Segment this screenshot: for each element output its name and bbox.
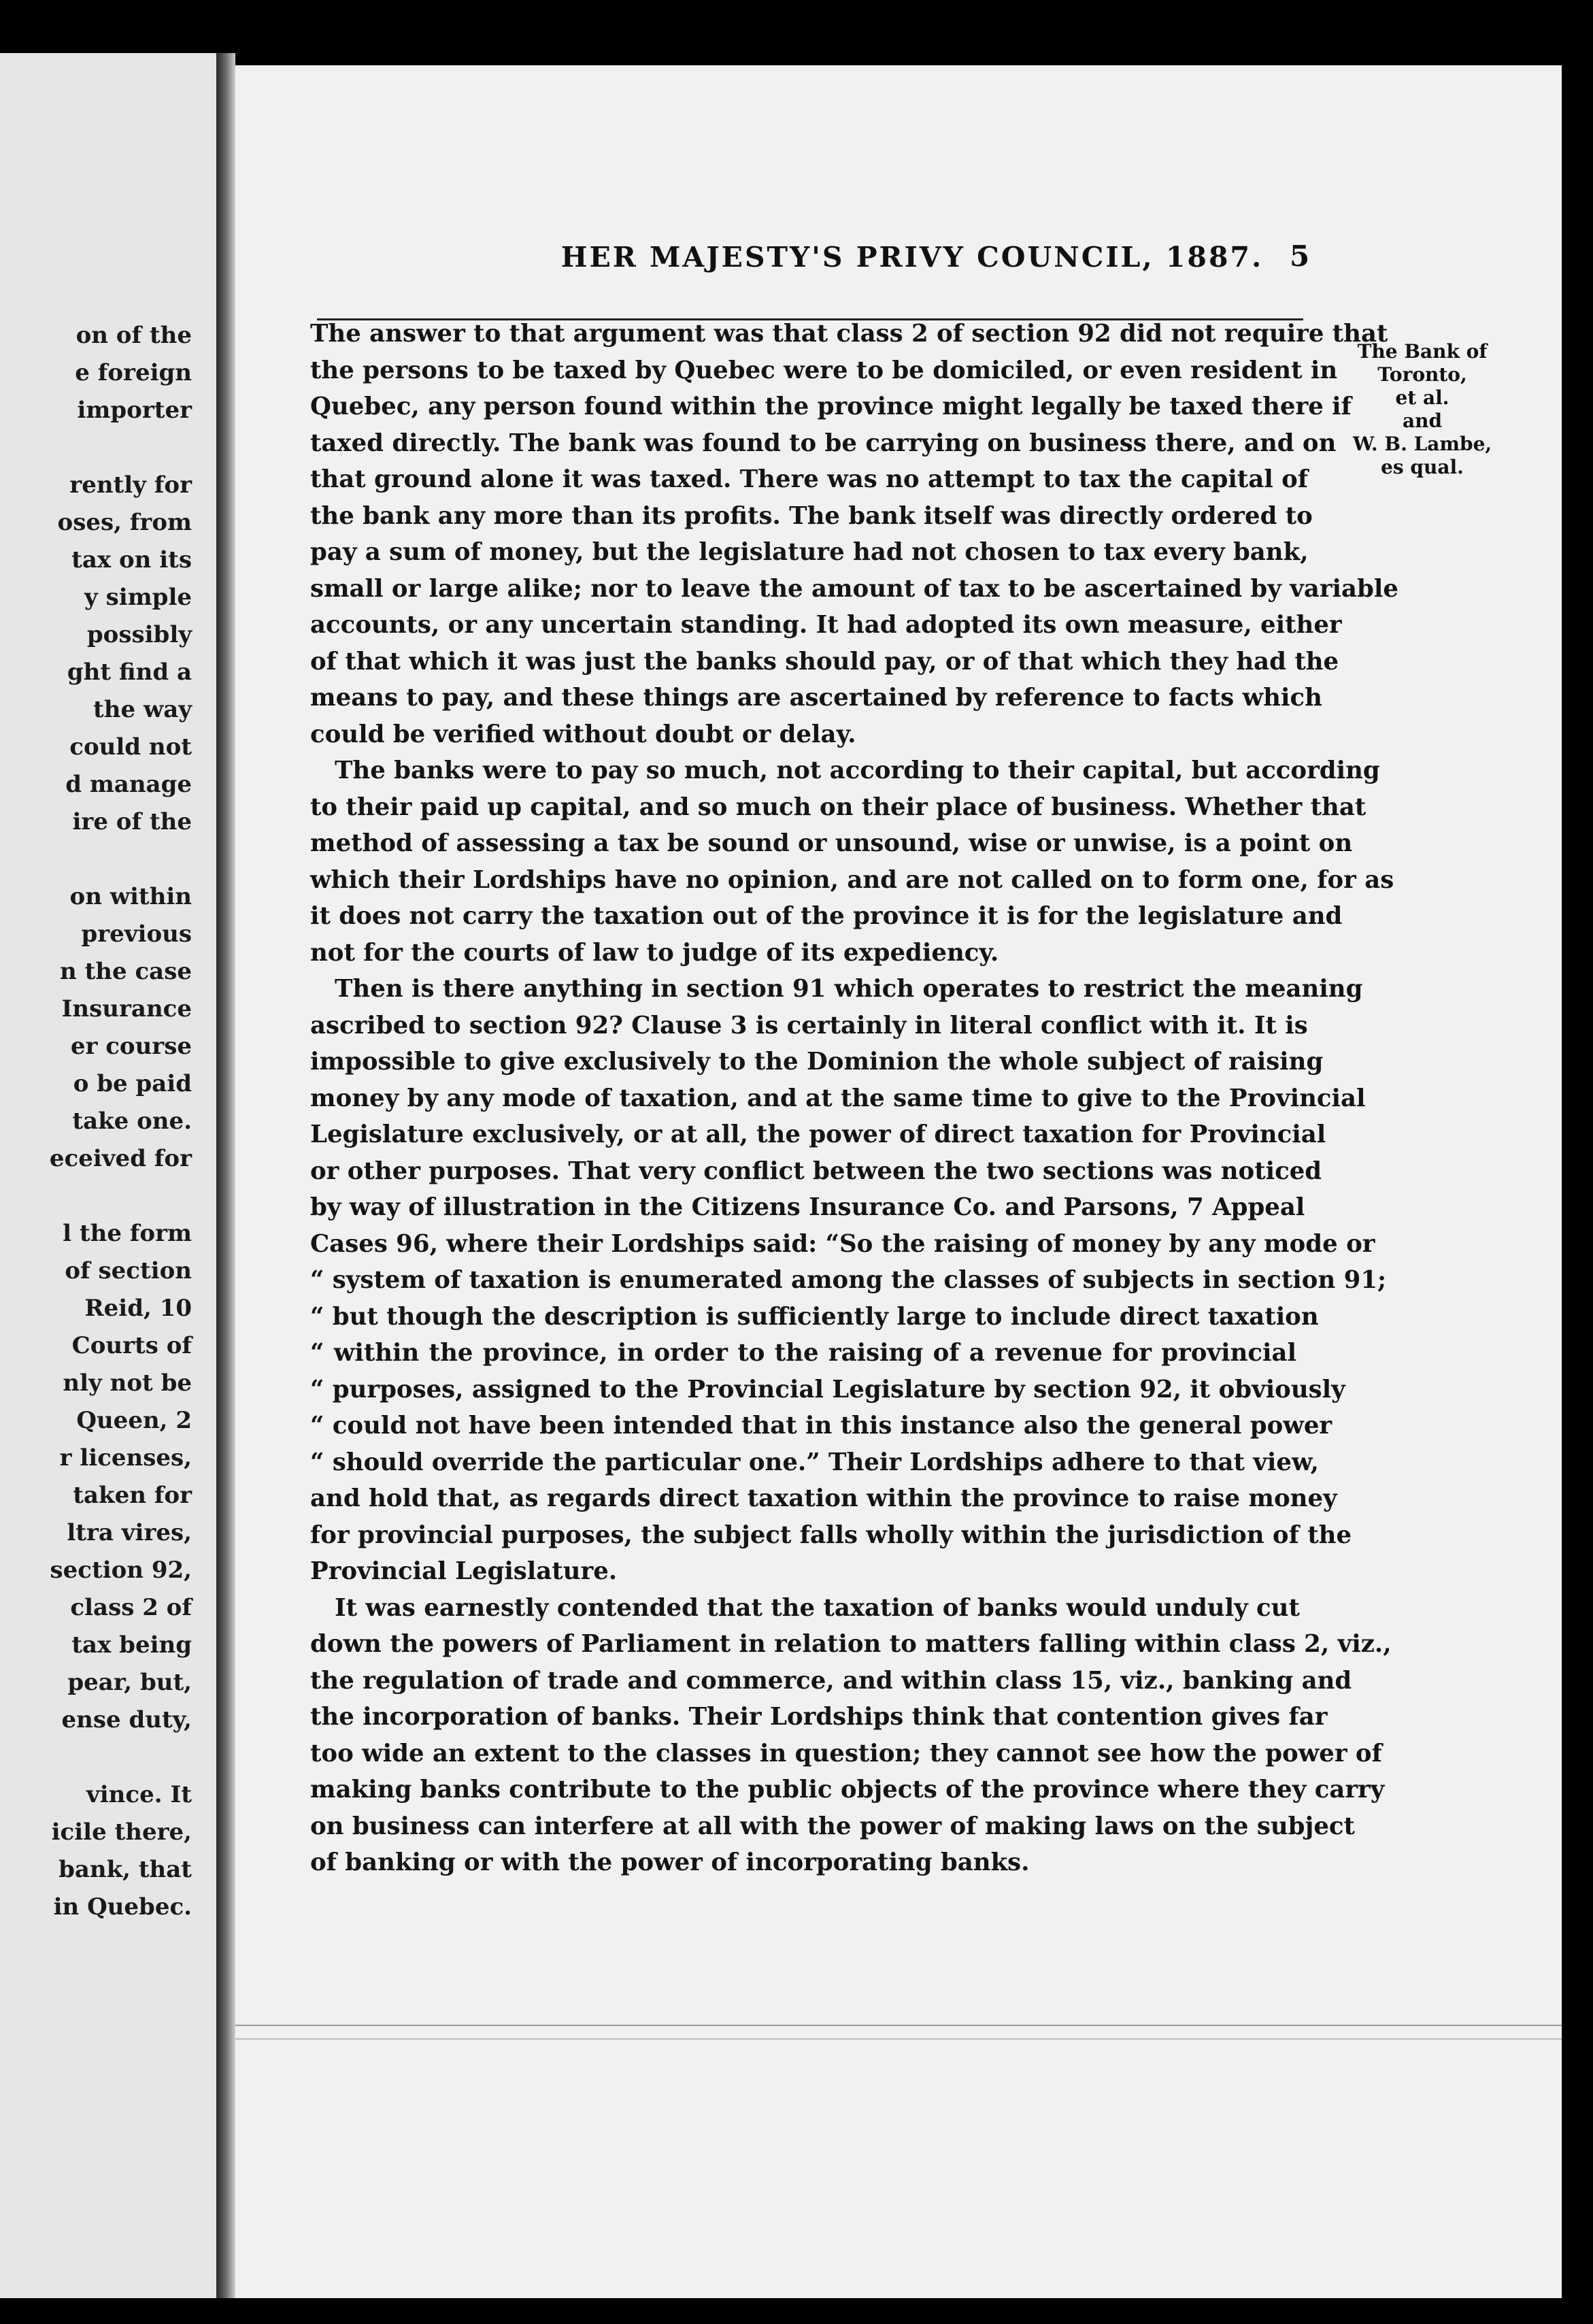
text-line: which their Lordships have no opinion, and are not called on to form one, for as (310, 865, 1394, 894)
left-page-line: Queen, 2 (76, 1407, 192, 1434)
left-page-line: on within (69, 883, 192, 910)
left-page-line: class 2 of (70, 1594, 192, 1621)
text-line: method of assessing a tax be sound or unsound, wise or unwise, is a point on (310, 829, 1353, 857)
text-line: impossible to give exclusively to the Dominion the whole subject of raising (310, 1048, 1324, 1076)
book-spine (216, 53, 235, 2298)
text-line: Legislature exclusively, or at all, the power of direct taxation for Provincial (310, 1120, 1326, 1148)
text-line: or other purposes. That very conflict between the two sections was noticed (310, 1157, 1322, 1185)
left-page-line: r licenses, (59, 1444, 192, 1472)
text-line: The answer to that argument was that class 2 of section 92 did not require that (310, 320, 1388, 348)
text-line: small or large alike; nor to leave the amount of tax to be ascertained by variable (310, 574, 1398, 603)
body-text (310, 316, 1398, 1881)
left-page-line: oses, from (57, 509, 192, 536)
left-page-line: previous (81, 920, 192, 948)
left-page-line: er course (70, 1033, 192, 1060)
text-line: the incorporation of banks. Their Lordships think that contention gives far (310, 1703, 1328, 1731)
left-page-line: icile there, (51, 1819, 192, 1846)
bottom-rule (235, 2025, 1562, 2026)
left-page-line: y simple (84, 584, 192, 611)
left-page-line: vince. It (86, 1781, 192, 1808)
left-page-line: e foreign (75, 359, 192, 386)
left-page-line: take one. (72, 1108, 192, 1135)
left-page-line: ense duty, (61, 1706, 192, 1733)
text-line: to their paid up capital, and so much on their place of business. Whether that (310, 793, 1366, 821)
left-page-line: rently for (69, 471, 192, 499)
left-page-line: in Quebec. (53, 1893, 192, 1921)
text-line: of that which it was just the banks should pay, or of that which they had the (310, 647, 1339, 676)
left-page-line: possibly (86, 621, 192, 648)
left-page-line: d manage (65, 771, 192, 798)
left-page-line: l the form (63, 1220, 192, 1247)
paragraph (310, 316, 1398, 752)
text-line: the persons to be taxed by Quebec were to be domiciled, or even resident in (310, 356, 1338, 384)
text-line: accounts, or any uncertain standing. It had adopted its own measure, either (310, 611, 1342, 639)
left-page-line: Reid, 10 (84, 1295, 192, 1322)
left-page-line: eceived for (49, 1145, 192, 1172)
left-page-line: the way (93, 696, 192, 723)
text-line: too wide an extent to the classes in question; they cannot see how the power of (310, 1739, 1382, 1767)
text-line: down the powers of Parliament in relation to matters falling within class 2, viz., (310, 1630, 1392, 1658)
text-line: “ system of taxation is enumerated among the classes of subjects in section 91; (310, 1266, 1387, 1294)
text-line: taxed directly. The bank was found to be carrying on business there, and on (310, 429, 1337, 457)
text-line: It was earnestly contended that the taxation of banks would unduly cut (335, 1593, 1300, 1622)
text-line: by way of illustration in the Citizens Insurance Co. and Parsons, 7 Appeal (310, 1193, 1305, 1221)
text-line: “ should override the particular one.” Their Lordships adhere to that view, (310, 1448, 1320, 1476)
page-number: 5 (1290, 239, 1310, 273)
text-line: the regulation of trade and commerce, and within class 15, viz., banking and (310, 1666, 1352, 1695)
left-page-line: tax on its (71, 546, 192, 574)
running-head: HER MAJESTY'S PRIVY COUNCIL, 1887. (560, 241, 1264, 273)
text-line: money by any mode of taxation, and at the same time to give to the Provincial (310, 1084, 1366, 1112)
case-side-note: The Bank of Toronto, et al. and W. B. Lambe, es qual. (1352, 340, 1492, 478)
text-line: “ but though the description is sufficiently large to include direct taxation (310, 1302, 1319, 1331)
left-page-line: Courts of (71, 1332, 192, 1359)
text-line: it does not carry the taxation out of the province it is for the legislature and (310, 902, 1343, 930)
text-line: of banking or with the power of incorporating banks. (310, 1848, 1030, 1876)
paragraph (310, 752, 1394, 971)
text-line: Quebec, any person found within the province might legally be taxed there if (310, 393, 1352, 420)
left-page-line: of section (65, 1257, 192, 1284)
left-page-line: ire of the (72, 808, 192, 835)
text-line: on business can interfere at all with the power of making laws on the subject (310, 1812, 1355, 1840)
text-line: Cases 96, where their Lordships said: “So the raising of money by any mode or (310, 1229, 1375, 1258)
text-line: “ within the province, in order to the raising of a revenue for provincial (310, 1339, 1296, 1367)
left-page-line: nly not be (63, 1370, 192, 1397)
left-page-line: taken for (73, 1482, 192, 1509)
text-line: “ purposes, assigned to the Provincial Legislature by section 92, it obviously (310, 1375, 1345, 1404)
left-page-line: tax being (71, 1631, 192, 1659)
left-page-line: bank, that (58, 1856, 192, 1883)
text-line: Provincial Legislature. (310, 1557, 618, 1585)
left-page-line: n the case (60, 958, 192, 985)
text-line: not for the courts of law to judge of its expediency. (310, 938, 999, 967)
paragraph (310, 1590, 1392, 1881)
text-line: the bank any more than its profits. The bank itself was directly ordered to (310, 501, 1313, 530)
left-page-line: pear, but, (67, 1669, 192, 1696)
text-line: means to pay, and these things are ascertained by reference to facts which (310, 684, 1322, 712)
text-line: for provincial purposes, the subject falls wholly within the jurisdiction of the (310, 1521, 1352, 1549)
left-page-line: could not (69, 733, 192, 761)
text-line: “ could not have been intended that in this instance also the general power (310, 1412, 1332, 1440)
left-page-fragment (0, 53, 220, 2298)
text-line: The banks were to pay so much, not according to their capital, but according (335, 757, 1380, 784)
text-line: pay a sum of money, but the legislature had not chosen to tax every bank, (310, 538, 1309, 566)
text-line: that ground alone it was taxed. There was no attempt to tax the capital of (310, 465, 1309, 493)
left-page-line: o be paid (73, 1070, 192, 1097)
text-line: ascribed to section 92? Clause 3 is certainly in literal conflict with it. It is (310, 1011, 1308, 1040)
left-page-line: Insurance (61, 995, 192, 1023)
paragraph (310, 971, 1387, 1590)
text-line: could be verified without doubt or delay. (310, 720, 856, 748)
left-page-line: section 92, (50, 1557, 192, 1584)
text-line: making banks contribute to the public objects of the province where they carry (310, 1776, 1385, 1804)
left-page-line: on of the (76, 322, 192, 349)
left-page-line: ght find a (67, 659, 192, 686)
text-line: Then is there anything in section 91 which operates to restrict the meaning (335, 975, 1363, 1003)
bottom-rule-secondary (235, 2038, 1562, 2040)
text-line: and hold that, as regards direct taxation within the province to raise money (310, 1484, 1337, 1512)
right-page (235, 65, 1562, 2298)
left-page-line: importer (77, 397, 192, 424)
left-page-line: ltra vires, (67, 1519, 192, 1546)
